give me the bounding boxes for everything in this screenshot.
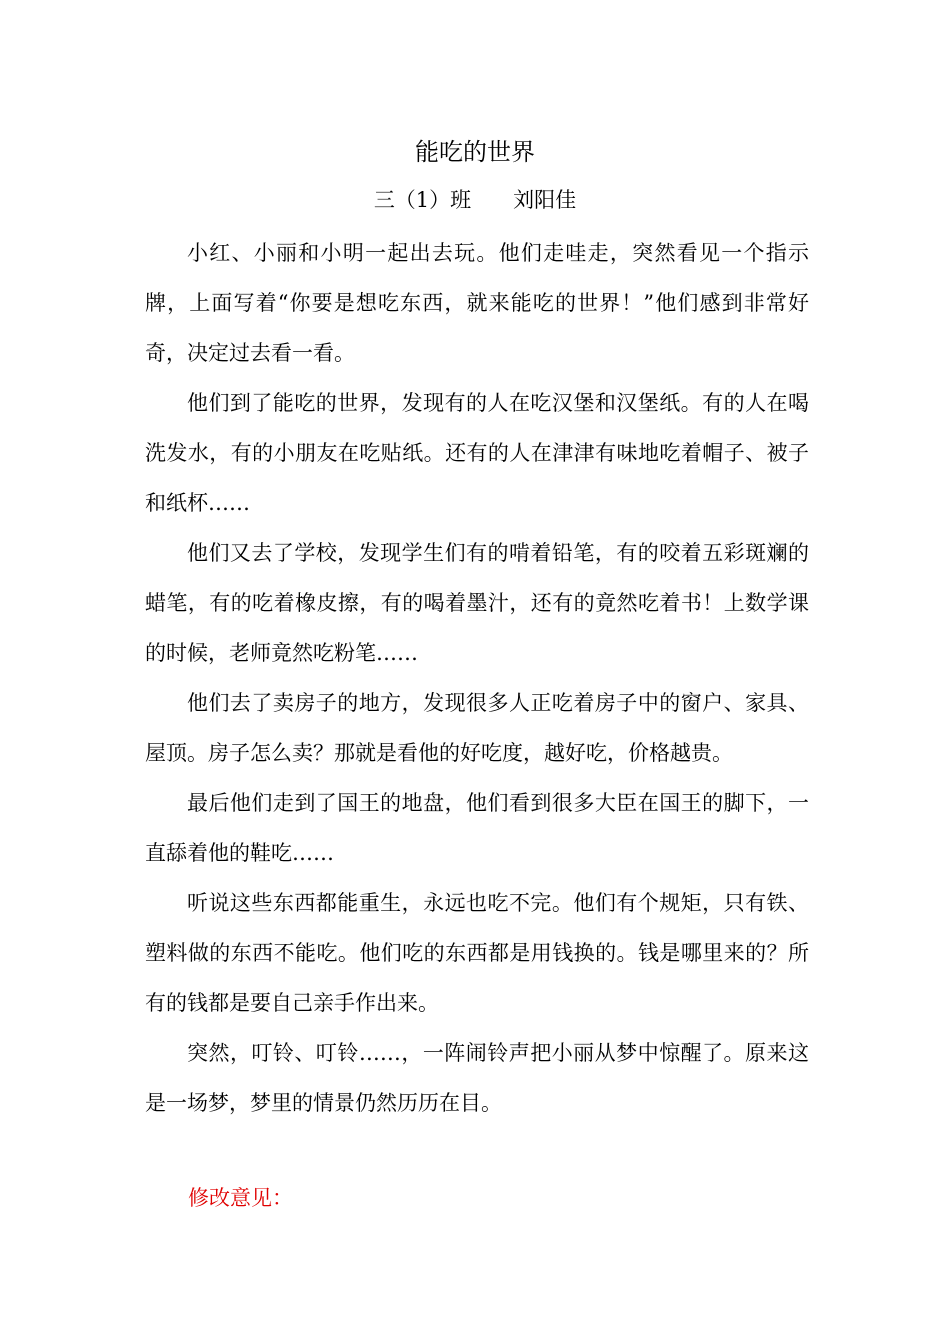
paragraph-1: 小红、小丽和小明一起出去玩。他们走哇走，突然看见一个指示牌，上面写着“你要是想吃东西，就来能吃的世界！”他们感到非常好奇，决定过去看一看。 [145, 241, 809, 365]
paragraph-3: 他们又去了学校，发现学生们有的啃着铅笔，有的咬着五彩斑斓的蜡笔，有的吃着橡皮擦，有的喝着墨汁，还有的竟然吃着书！上数学课的时候，老师竟然吃粉笔…… [145, 541, 809, 665]
paragraph-7: 突然，叮铃、叮铃……，一阵闹铃声把小丽从梦中惊醒了。原来这是一场梦，梦里的情景仍然历历在目。 [145, 1041, 809, 1115]
essay-body [145, 228, 809, 1128]
paragraph-6: 听说这些东西都能重生，永远也吃不完。他们有个规矩，只有铁、塑料做的东西不能吃。他们吃的东西都是用钱换的。钱是哪里来的？所有的钱都是要自己亲手作出来。 [145, 891, 809, 1015]
paragraph-2: 他们到了能吃的世界，发现有的人在吃汉堡和汉堡纸。有的人在喝洗发水，有的小朋友在吃贴纸。还有的人在津津有味地吃着帽子、被子和纸杯…… [145, 391, 809, 515]
paragraph-5: 最后他们走到了国王的地盘，他们看到很多大臣在国王的脚下，一直舔着他的鞋吃…… [145, 791, 809, 865]
essay-title: 能吃的世界 [415, 138, 535, 166]
author-byline: 三（1）班 刘阳佳 [373, 188, 577, 212]
paragraph-4: 他们去了卖房子的地方，发现很多人正吃着房子中的窗户、家具、屋顶。房子怎么卖？那就是看他的好吃度，越好吃，价格越贵。 [145, 691, 809, 765]
revision-label: 修改意见： [188, 1186, 293, 1210]
